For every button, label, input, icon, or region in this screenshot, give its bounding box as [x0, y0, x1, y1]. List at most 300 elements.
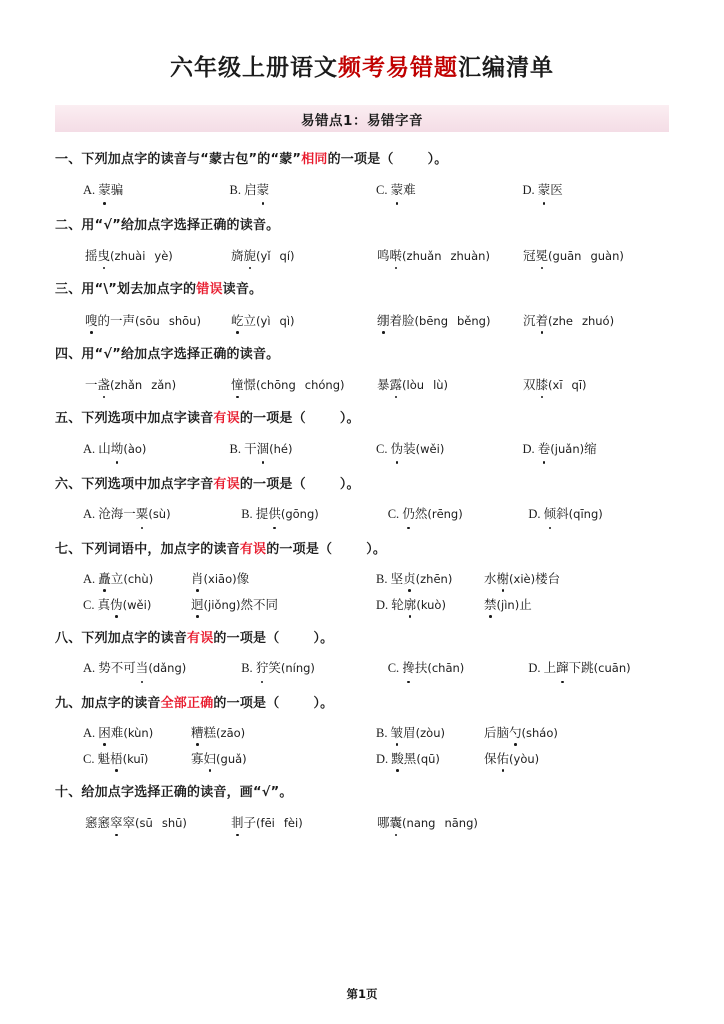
paren-open: ( [203, 571, 209, 586]
pinyin-value: wěi [127, 597, 147, 612]
option-label: A. [83, 661, 96, 676]
stem-text-tail: 的一项是（ [266, 542, 333, 558]
option-part-2 [484, 749, 539, 767]
dotted-char: 坳 [111, 439, 124, 459]
dotted-char: 露 [390, 375, 403, 393]
paren-open: ( [427, 661, 432, 676]
dotted-char: 困 [98, 723, 111, 741]
dotted-char: 蹿 [556, 658, 569, 678]
stem-text: 八、下列加点字的读音 [55, 630, 188, 646]
stem-text-tail: 的一项是（ [239, 476, 306, 492]
question-block-4 [55, 345, 669, 394]
paren-open: ( [148, 507, 153, 522]
dotted-char: 佑 [497, 749, 510, 767]
option-b[interactable] [376, 723, 669, 741]
dotted-char: 搀 [402, 658, 415, 678]
pinyin-value: cuān [598, 661, 627, 676]
dotted-char: 廓 [404, 595, 417, 613]
pinyin-value: rēng [431, 507, 459, 522]
dotted-char: 矗 [98, 569, 111, 587]
option-a[interactable] [83, 569, 376, 587]
paren-close: ) [168, 249, 173, 264]
word-pre: 冠 [523, 249, 536, 264]
option-a[interactable] [83, 180, 230, 200]
options-grid [55, 723, 669, 767]
paren-open: ( [402, 249, 407, 264]
option-word-pre: 上 [543, 661, 557, 676]
options-row [55, 504, 669, 524]
pinyin-option-1[interactable]: chōng [260, 378, 296, 393]
dotted-char: 绷 [377, 311, 390, 329]
stem-highlight: 有误 [187, 630, 214, 646]
option-part-2 [484, 569, 560, 587]
pinyin-value: xiè [513, 571, 531, 586]
dotted-char: 蒙 [257, 180, 270, 200]
pinyin-choice-row [55, 375, 669, 393]
pinyin-value: zāo [220, 725, 241, 740]
pinyin-choice-item[interactable] [523, 311, 669, 329]
dotted-char: 榭 [497, 569, 510, 587]
question-stem-1 [55, 150, 669, 170]
question-stem-8 [55, 629, 669, 649]
question-stem-9 [55, 694, 669, 714]
pinyin-value: gōng [285, 507, 315, 522]
option-part-1 [376, 595, 484, 613]
dotted-char: 冕 [536, 246, 549, 264]
word-post: 然不同 [240, 597, 279, 612]
option-word-post: 扶 [414, 661, 428, 676]
paren-close: ) [514, 597, 520, 612]
dotted-char: 梧 [110, 749, 123, 767]
paren-close: ) [443, 378, 449, 393]
pinyin-option-2[interactable]: qì [279, 313, 291, 328]
stem-text: 五、下列选项中加点字读音 [55, 411, 214, 427]
pinyin-option-2[interactable]: zǎn [151, 378, 172, 393]
paren-open: ( [123, 441, 128, 456]
option-part-1 [376, 723, 484, 741]
pinyin-value: kùn [127, 725, 149, 740]
option-c[interactable] [376, 180, 523, 200]
paren-open: ( [123, 725, 128, 740]
pinyin-value: sháo [526, 725, 554, 740]
question-block-6 [55, 475, 669, 525]
pinyin-choice-row [55, 311, 669, 329]
paren-close: ) [582, 378, 587, 393]
paren-close: ) [485, 249, 490, 264]
option-part-2 [484, 595, 532, 613]
pinyin-value: qū [420, 751, 436, 766]
page-title-part2: 汇编清单 [458, 54, 554, 81]
stem-text-end: ）。 [313, 630, 334, 646]
option-c[interactable] [388, 504, 529, 524]
question-stem-4 [55, 345, 669, 365]
dotted-char: 勺 [509, 723, 522, 741]
option-label: D. [522, 182, 535, 197]
word-pre: 窸窸 [85, 816, 111, 831]
paren-close: ) [441, 597, 446, 612]
option-word-post: 装 [403, 441, 416, 456]
pinyin-value: ào [127, 441, 142, 456]
pinyin-option-1[interactable]: lòu [406, 378, 425, 393]
word-post: 立 [110, 571, 124, 586]
word-post: 眉 [403, 725, 416, 740]
paren-close: ) [232, 571, 237, 586]
paren-open: ( [256, 249, 261, 264]
option-a[interactable] [83, 723, 376, 741]
option-c[interactable] [83, 749, 376, 767]
option-word-pre: 沧海一 [98, 507, 136, 522]
paren-close: ) [609, 313, 615, 328]
option-a[interactable] [83, 658, 241, 678]
pinyin-option-1[interactable]: zhuǎn [406, 249, 442, 264]
option-d[interactable] [523, 180, 670, 200]
paren-close: ) [435, 751, 440, 766]
word-pre: 哪 [377, 816, 390, 831]
word-pre: 后脑 [484, 725, 510, 740]
option-word-post: 笑 [268, 661, 281, 676]
pinyin-choice-item[interactable] [85, 375, 231, 393]
question-stem-10 [55, 783, 669, 803]
paren-open: ( [402, 816, 407, 831]
option-d[interactable] [528, 504, 669, 524]
word-post: 止 [519, 597, 532, 612]
pinyin-option-2[interactable]: zhuó [581, 313, 610, 328]
pinyin-option-1[interactable]: guān [552, 249, 582, 264]
pinyin-choice-item[interactable] [377, 246, 523, 264]
question-stem-5 [55, 409, 669, 429]
question-block-9 [55, 694, 669, 767]
pinyin-option-1[interactable]: zhuài [114, 249, 146, 264]
paren-open: ( [122, 751, 128, 766]
option-d[interactable] [523, 439, 670, 459]
page-title [55, 0, 669, 83]
pinyin-option-2[interactable]: shōu [168, 313, 197, 328]
pinyin-option-1[interactable]: zhe [552, 313, 573, 328]
option-b[interactable] [241, 504, 388, 524]
paren-open: ( [548, 313, 553, 328]
pinyin-choice-item[interactable] [377, 311, 523, 329]
option-label: D. [376, 597, 389, 612]
pinyin-value: zhēn [420, 571, 448, 586]
word-pre: 真 [97, 597, 111, 612]
stem-highlight: 有误 [213, 411, 240, 427]
paren-close: ) [171, 378, 177, 393]
paren-close: ) [340, 378, 345, 393]
option-b[interactable] [230, 439, 377, 459]
pinyin-choice-item[interactable] [377, 813, 523, 831]
option-b[interactable] [241, 658, 388, 678]
dotted-char: 屹 [231, 311, 244, 329]
pinyin-choice-item[interactable] [523, 375, 669, 393]
question-stem-3 [55, 280, 669, 300]
pinyin-value: sù [152, 507, 167, 522]
pinyin-option-1[interactable]: bēng [419, 313, 448, 328]
pinyin-option-1[interactable]: sōu [139, 313, 160, 328]
dotted-char: 窣 [110, 813, 123, 831]
word-pre: 沉 [523, 313, 536, 328]
pinyin-option-2[interactable]: yè [154, 249, 169, 264]
stem-text-end: ）。 [366, 542, 387, 558]
word-pre: 轮 [391, 597, 404, 612]
option-part-2 [191, 749, 247, 767]
question-stem-2 [55, 216, 669, 236]
option-word-tail: 缩 [584, 441, 597, 456]
stem-text: 四、用“√”给加点字选择正确的读音。 [55, 346, 280, 362]
option-part-1 [83, 723, 191, 741]
pinyin-option-1[interactable]: fēi [260, 816, 275, 831]
pinyin-value: jiǒng [208, 597, 237, 612]
word-pre: 水 [484, 571, 497, 586]
paren-open: ( [415, 725, 421, 740]
paren-open: ( [593, 661, 599, 676]
pinyin-option-1[interactable]: zhǎn [114, 378, 143, 393]
paren-close: ) [148, 571, 154, 586]
word-pre: 坚 [390, 571, 404, 586]
pinyin-option-1[interactable]: yǐ [260, 249, 271, 264]
paren-open: ( [496, 597, 502, 612]
question-block-10 [55, 783, 669, 832]
word-pre: 双 [523, 378, 536, 393]
page-title-part1: 六年级上册语文 [170, 54, 338, 81]
option-word-pre: 山 [98, 441, 111, 456]
option-b[interactable] [230, 180, 377, 200]
word-pre: 魁 [97, 751, 111, 766]
pinyin-option-2[interactable]: zhuàn [450, 249, 486, 264]
pinyin-option-1[interactable]: sū [139, 816, 153, 831]
stem-highlight: 错误 [196, 282, 223, 298]
option-b[interactable] [376, 569, 669, 587]
paren-close: ) [314, 507, 319, 522]
word-pre: 寡 [191, 751, 204, 766]
pinyin-value: níng [285, 661, 311, 676]
paren-close: ) [473, 816, 478, 831]
pinyin-value: xiāo [208, 571, 233, 586]
pinyin-value: chù [127, 571, 149, 586]
dotted-char: 迥 [191, 595, 204, 613]
stem-highlight: 有误 [239, 542, 267, 558]
option-label: B. [376, 571, 388, 586]
pinyin-value: wěi [420, 441, 440, 456]
option-part-2 [484, 723, 558, 741]
pinyin-choice-item[interactable] [377, 375, 523, 393]
option-label: D. [528, 661, 541, 676]
paren-open: ( [415, 441, 421, 456]
option-c[interactable] [376, 439, 523, 459]
question-block-2 [55, 216, 669, 265]
pinyin-choice-item[interactable] [85, 246, 231, 264]
option-label: C. [83, 597, 95, 612]
pinyin-option-2[interactable]: nāng [444, 816, 474, 831]
option-c[interactable] [388, 658, 529, 678]
dotted-char: 膝 [536, 375, 549, 393]
paren-close: ) [288, 441, 293, 456]
option-d[interactable] [376, 749, 669, 767]
dotted-char: 黢 [391, 749, 404, 767]
spacer-cell [523, 813, 669, 831]
pinyin-value: yòu [513, 751, 535, 766]
paren-open: ( [509, 751, 514, 766]
paren-open: ( [148, 661, 153, 676]
pinyin-choice-item[interactable] [231, 813, 377, 831]
paren-open: ( [256, 378, 261, 393]
question-block-7 [55, 540, 669, 613]
word-pre: 暴 [377, 378, 390, 393]
word-pre: 一 [85, 378, 98, 393]
dotted-char: 蒙 [391, 180, 404, 200]
option-label: A. [83, 725, 96, 740]
paren-open: ( [416, 597, 421, 612]
dotted-char: 旎 [244, 246, 257, 264]
option-label: D. [376, 751, 389, 766]
stem-text-end: ）。 [339, 476, 360, 492]
dotted-char: 肖 [191, 569, 204, 587]
page-footer-label: 第1页 [346, 987, 378, 1001]
stem-text-end: ）。 [313, 696, 334, 712]
option-label: B. [241, 507, 253, 522]
dotted-char: 当 [136, 658, 149, 678]
question-block-8 [55, 629, 669, 679]
paren-close: ) [619, 249, 624, 264]
word-pre: 摇 [85, 249, 98, 264]
pinyin-option-2[interactable]: qí [279, 249, 291, 264]
dotted-char: 啭 [390, 246, 403, 264]
option-part-1 [376, 749, 484, 767]
option-part-1 [83, 749, 191, 767]
paren-close: ) [598, 507, 603, 522]
word-post: 的一声 [97, 313, 136, 328]
paren-close: ) [290, 249, 295, 264]
dotted-char: 倾 [544, 504, 557, 524]
word-post: 着脸 [389, 313, 415, 328]
paren-close: ) [240, 725, 246, 740]
option-label: B. [241, 661, 253, 676]
option-label: A. [83, 571, 96, 586]
pinyin-value: guǎ [220, 751, 243, 766]
options-row [55, 439, 669, 459]
paren-open: ( [135, 816, 140, 831]
pinyin-option-2[interactable]: qī [571, 378, 583, 393]
paren-close: ) [439, 441, 445, 456]
pinyin-option-1[interactable]: nang [406, 816, 436, 831]
pinyin-option-2[interactable]: běng [457, 313, 486, 328]
option-label: D. [522, 441, 535, 456]
dotted-char: 伪 [391, 439, 404, 459]
stem-text-tail: 的一项是（ [239, 411, 306, 427]
pinyin-value: hé [273, 441, 288, 456]
paren-close: ) [242, 751, 247, 766]
paren-open: ( [110, 378, 115, 393]
pinyin-choice-item[interactable] [231, 311, 377, 329]
option-word-post: 骗 [110, 182, 124, 197]
pinyin-option-1[interactable]: yì [260, 313, 271, 328]
option-word-pre: 启 [244, 182, 257, 197]
paren-close: ) [579, 441, 585, 456]
pinyin-value: dǎng [152, 661, 182, 676]
question-stem-7 [55, 540, 669, 560]
paren-open: ( [216, 725, 221, 740]
option-label: C. [376, 182, 388, 197]
dotted-char: 着 [536, 311, 549, 329]
paren-close: ) [182, 816, 187, 831]
pinyin-option-2[interactable]: lù [433, 378, 444, 393]
dotted-char: 蒙 [98, 180, 111, 200]
option-word-post: 下跳 [568, 661, 594, 676]
paren-close: ) [146, 597, 152, 612]
word-post: 窣 [122, 816, 136, 831]
pinyin-option-1[interactable]: xī [552, 378, 563, 393]
option-d[interactable] [376, 595, 669, 613]
paren-close: ) [530, 571, 536, 586]
option-a[interactable] [83, 439, 230, 459]
stem-text: 十、给加点字选择正确的读音，画“√”。 [55, 784, 293, 800]
stem-text-end: ）。 [339, 411, 360, 427]
word-post: 立 [243, 313, 257, 328]
word-pre: 旖 [231, 249, 244, 264]
paren-open: ( [123, 571, 128, 586]
dotted-char: 曳 [98, 246, 111, 264]
paren-open: ( [256, 816, 261, 831]
section-banner [55, 105, 669, 134]
option-word-post: 医 [550, 182, 563, 197]
pinyin-option-2[interactable]: guàn [590, 249, 620, 264]
option-a[interactable] [83, 504, 241, 524]
dotted-char: 仍 [402, 504, 415, 524]
word-post: 憬 [243, 378, 257, 393]
pinyin-choice-item[interactable] [523, 246, 669, 264]
pinyin-option-2[interactable]: shū [161, 816, 183, 831]
paren-open: ( [416, 751, 421, 766]
stem-text-tail: 的一项是（ [213, 696, 280, 712]
paren-open: ( [427, 507, 432, 522]
option-c[interactable] [83, 595, 376, 613]
pinyin-option-2[interactable]: chóng [304, 378, 341, 393]
option-d[interactable] [528, 658, 669, 678]
paren-open: ( [415, 571, 421, 586]
option-part-1 [376, 569, 484, 587]
dotted-char: 供 [268, 504, 281, 524]
stem-text-tail: 的一项是（ [213, 630, 280, 646]
paren-close: ) [148, 725, 154, 740]
pinyin-choice-item[interactable] [231, 246, 377, 264]
dotted-char: 禁 [484, 595, 497, 613]
pinyin-choice-item[interactable] [85, 311, 231, 329]
dotted-char: 盏 [98, 375, 111, 393]
stem-highlight: 全部正确 [160, 696, 214, 712]
dotted-char: 贞 [403, 569, 416, 587]
option-label: C. [376, 441, 388, 456]
option-label: A. [83, 441, 96, 456]
dotted-char: 妇 [204, 749, 217, 767]
paren-close: ) [553, 725, 558, 740]
word-post: 像 [236, 571, 250, 586]
stem-text: 二、用“√”给加点字选择正确的读音。 [55, 217, 280, 233]
dotted-char: 卷 [538, 439, 551, 459]
pinyin-choice-item[interactable] [231, 375, 377, 393]
stem-highlight: 相同 [301, 152, 328, 168]
paren-open: ( [122, 597, 128, 612]
word-pre: 鸣 [377, 249, 390, 264]
paren-close: ) [290, 313, 295, 328]
option-label: C. [387, 507, 400, 522]
pinyin-choice-item[interactable] [85, 813, 231, 831]
page-title-highlight: 频考易错题 [338, 54, 458, 81]
option-label: B. [229, 441, 241, 456]
stem-text: 六、下列选项中加点字字音 [55, 476, 214, 492]
stem-text: 九、加点字的读音 [55, 696, 161, 712]
pinyin-value: qīng [573, 507, 599, 522]
pinyin-option-2[interactable]: fèi [283, 816, 299, 831]
paren-open: ( [509, 571, 514, 586]
